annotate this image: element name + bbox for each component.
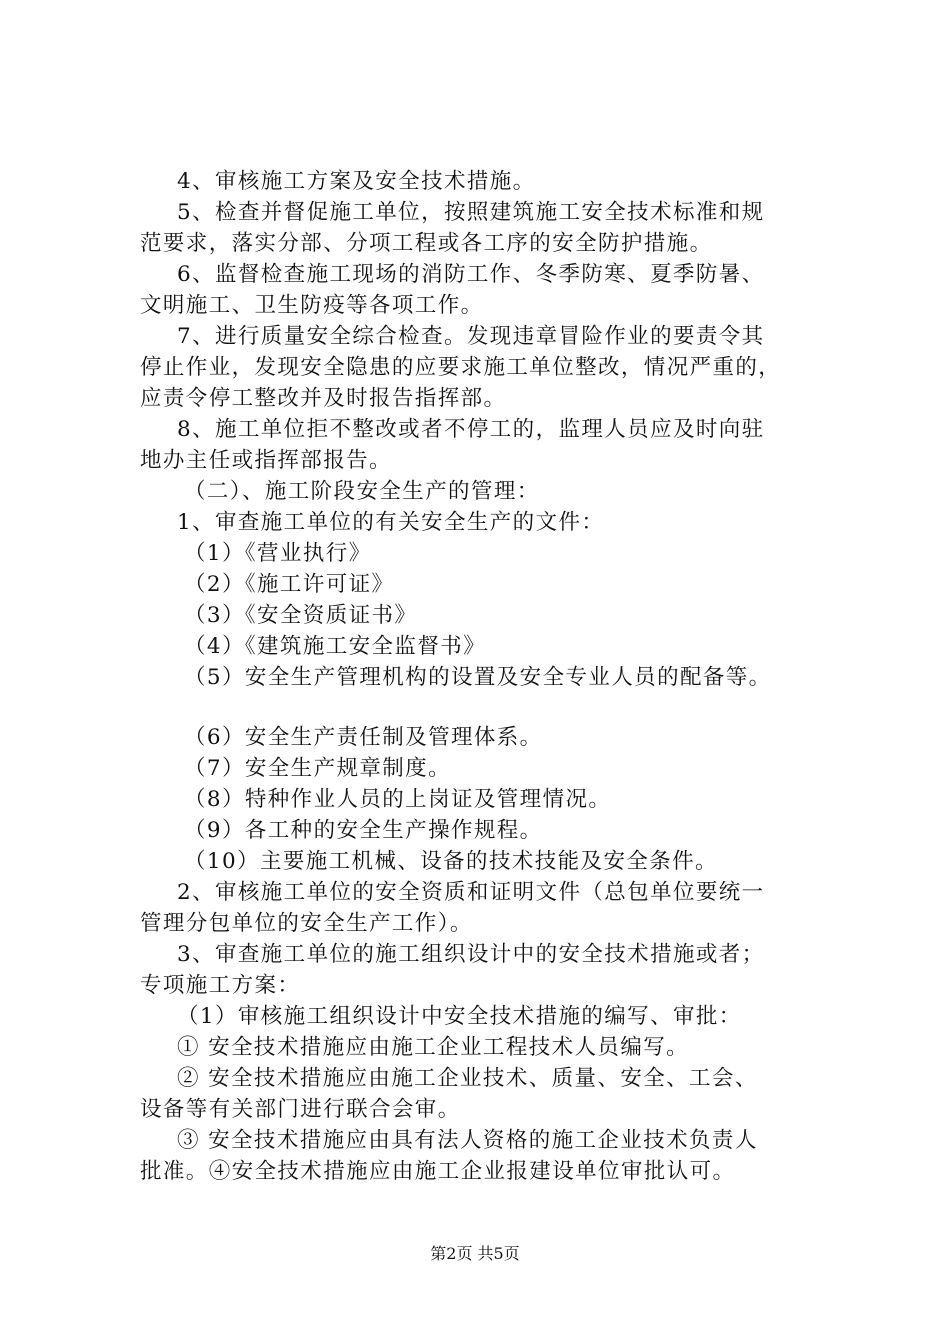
- paragraph-line: 停止作业，发现安全隐患的应要求施工单位整改，情况严重的，: [140, 355, 782, 380]
- list-item: （6）安全生产责任制及管理体系。: [184, 725, 543, 750]
- paragraph-line: 4、审核施工方案及安全技术措施。: [177, 169, 536, 194]
- list-item: （4）《建筑施工安全监督书》: [184, 634, 487, 659]
- list-item: （7）安全生产规章制度。: [184, 756, 451, 781]
- blank-line: [140, 693, 840, 722]
- list-item: （2）《施工许可证》: [184, 572, 395, 597]
- paragraph-line: 范要求，落实分部、分项工程或各工序的安全防护措施。: [140, 231, 713, 256]
- paragraph-line: 8、施工单位拒不整改或者不停工的，监理人员应及时向驻: [177, 417, 765, 442]
- paragraph-line: 设备等有关部门进行联合会审。: [140, 1097, 461, 1122]
- list-item: （3）《安全资质证书》: [184, 603, 418, 628]
- paragraph-line: 6、监督检查施工现场的消防工作、冬季防寒、夏季防暑、: [177, 262, 765, 287]
- paragraph-line: 文明施工、卫生防疫等各项工作。: [140, 293, 484, 318]
- list-item: （1）《营业执行》: [184, 541, 372, 566]
- section-heading: （二）、施工阶段安全生产的管理：: [184, 479, 540, 504]
- list-item: ① 安全技术措施应由施工企业工程技术人员编写。: [177, 1035, 690, 1060]
- paragraph-line: 专项施工方案：: [140, 973, 301, 998]
- paragraph-line: 批准。④安全技术措施应由施工企业报建设单位审批认可。: [140, 1159, 736, 1184]
- document-body: [140, 166, 840, 1187]
- list-item: ② 安全技术措施应由施工企业技术、质量、安全、工会、: [177, 1066, 758, 1091]
- paragraph-line: 3、审查施工单位的施工组织设计中的安全技术措施或者；: [177, 942, 765, 967]
- paragraph-line: 应责令停工整改并及时报告指挥部。: [140, 386, 507, 411]
- paragraph-line: 管理分包单位的安全生产工作）。: [140, 911, 473, 936]
- list-item: （9）各工种的安全生产操作规程。: [184, 818, 543, 843]
- list-item: （5）安全生产管理机构的设置及安全专业人员的配备等。: [184, 665, 772, 690]
- list-item: ③ 安全技术措施应由具有法人资格的施工企业技术负责人: [177, 1128, 758, 1153]
- list-item: （1）审核施工组织设计中安全技术措施的编写、审批：: [177, 1004, 742, 1029]
- paragraph-line: 2、审核施工单位的安全资质和证明文件（总包单位要统一: [177, 880, 765, 905]
- list-item: （8）特种作业人员的上岗证及管理情况。: [184, 787, 612, 812]
- paragraph-line: 1、审查施工单位的有关安全生产的文件：: [177, 510, 605, 535]
- paragraph-line: 地办主任或指挥部报告。: [140, 448, 392, 473]
- list-item: （10）主要施工机械、设备的技术技能及安全条件。: [184, 849, 718, 874]
- paragraph-line: 5、检查并督促施工单位，按照建筑施工安全技术标准和规: [177, 200, 765, 225]
- paragraph-line: 7、进行质量安全综合检查。发现违章冒险作业的要责令其: [177, 324, 765, 349]
- page-number-footer: 第2页 共5页: [430, 1244, 520, 1263]
